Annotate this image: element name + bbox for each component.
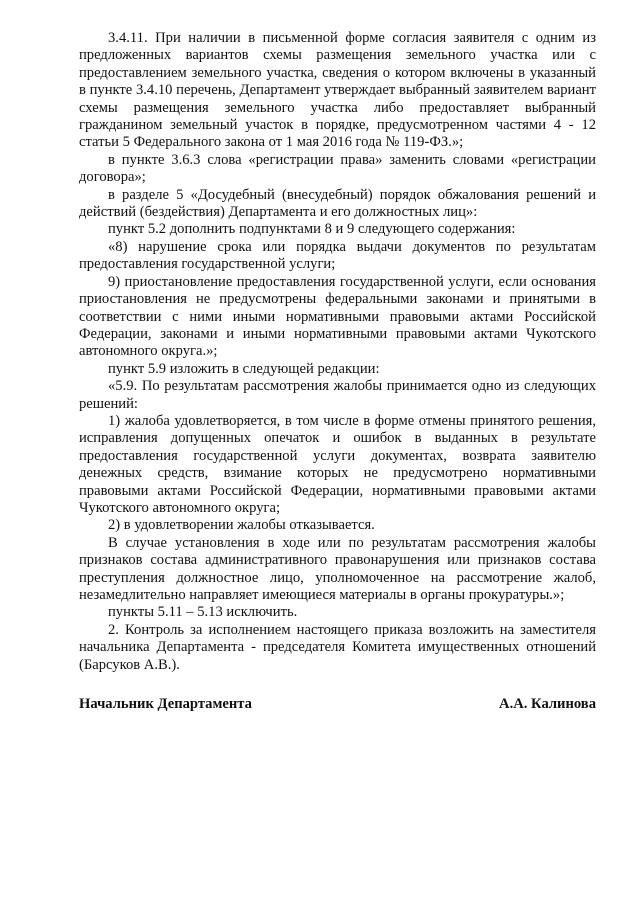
paragraph-3-6-3-amendment: в пункте 3.6.3 слова «регистрации права» заменить словами «регистрации договора»; xyxy=(79,151,596,186)
paragraph-control: 2. Контроль за исполнением настоящего приказа возложить на заместителя начальника Департамента - председателя Комитета имущественных отношений (Барсуков А.В.). xyxy=(79,621,596,673)
decision-1: 1) жалоба удовлетворяется, в том числе в форме отмены принятого решения, исправления допущенных опечаток и ошибок в выданных в результате предоставления государственной услуги документах, возврата заявителю денежных средств, взимание которых не предусмотрено нормативными правовыми актами Российской Федерации, нормативными правовыми актами Чукотского автономного округа; xyxy=(79,412,596,516)
document-body xyxy=(79,30,596,674)
paragraph-5-11-5-13-removal: пункты 5.11 – 5.13 исключить. xyxy=(108,604,298,621)
signature-block xyxy=(79,696,596,713)
subparagraph-9: 9) приостановление предоставления государственной услуги, если основания приостановления не предусмотрены федеральными законами и принятыми в соответствии с ними иными нормативными правовыми актами Российской Федерации, законами и иными нормативными правовыми актами Чукотского автономного округа.»; xyxy=(79,273,596,360)
paragraph-5-2-addition: пункт 5.2 дополнить подпунктами 8 и 9 следующего содержания: xyxy=(108,221,516,238)
paragraph-section-5-amendment: в разделе 5 «Досудебный (внесудебный) порядок обжалования решений и действий (бездействия) Департамента и его должностных лиц»: xyxy=(79,186,596,221)
decision-2: 2) в удовлетворении жалобы отказывается. xyxy=(108,517,375,534)
paragraph-5-9-amendment: пункт 5.9 изложить в следующей редакции: xyxy=(108,360,380,377)
signature-position: Начальник Департамента xyxy=(79,696,252,712)
paragraph-5-9-text: «5.9. По результатам рассмотрения жалобы принимается одно из следующих решений: xyxy=(79,378,596,412)
signature-name: А.А. Калинова xyxy=(499,696,596,712)
paragraph-prosecution: В случае установления в ходе или по результатам рассмотрения жалобы признаков состава административного правонарушения или признаков состава преступления должностное лицо, уполномоченное на рассмотрение жалоб, незамедлительно направляет имеющиеся материалы в органы прокуратуры.»; xyxy=(79,534,596,603)
subparagraph-8: «8) нарушение срока или порядка выдачи документов по результатам предоставления государственной услуги; xyxy=(79,238,596,273)
paragraph-3-4-11: 3.4.11. При наличии в письменной форме согласия заявителя с одним из предложенных вариантов схемы размещения земельного участка или с предоставлением земельного участка, сведения о котором включены в указанный в пункте 3.4.10 перечень, Департамент утверждает выбранный заявителем вариант схемы размещения земельного участка либо предоставляет выбранный гражданином земельный участок в порядке, предусмотренном частями 4 - 12 статьи 5 Федерального закона от 1 мая 2016 года № 119-ФЗ.»; xyxy=(79,30,596,151)
